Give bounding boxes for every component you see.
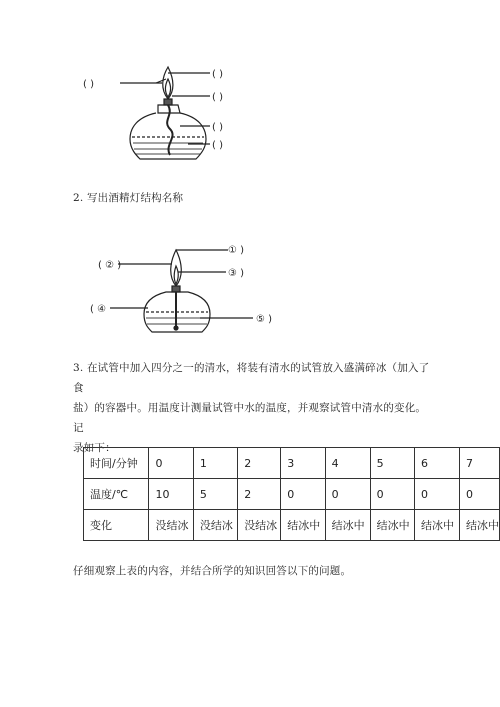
table-cell: 0 xyxy=(325,479,370,510)
table-cell: 温度/℃ xyxy=(84,479,149,510)
alcohol-lamp-figure-1 xyxy=(70,55,270,170)
question-3-line-2: 盐）的容器中。用温度计测量试管中水的温度，并观察试管中清水的变化。记 xyxy=(73,402,427,434)
table-cell: 7 xyxy=(459,448,499,479)
table-cell: 0 xyxy=(281,479,325,510)
table-cell: 2 xyxy=(238,448,281,479)
table-cell: 0 xyxy=(414,479,459,510)
temperature-record-table xyxy=(83,447,500,541)
table-row xyxy=(84,448,500,479)
table-cell: 时间/分钟 xyxy=(84,448,149,479)
table-cell: 结冰中 xyxy=(370,510,414,541)
question-3 xyxy=(73,358,433,458)
table-row xyxy=(84,479,500,510)
table-cell: 4 xyxy=(325,448,370,479)
question-4: 仔细观察上表的内容，并结合所学的知识回答以下的问题。 xyxy=(73,565,352,577)
label-3: ③ ) xyxy=(228,268,245,279)
table-cell: 3 xyxy=(281,448,325,479)
table-cell: 10 xyxy=(149,479,193,510)
table-cell: 1 xyxy=(193,448,237,479)
table-cell: 0 xyxy=(149,448,193,479)
question-3-line-1: 3. 在试管中加入四分之一的清水，将装有清水的试管放入盛满碎冰（加入了食 xyxy=(73,362,430,394)
blank-left: ( ) xyxy=(83,79,94,90)
question-3-line-3: 录如下： xyxy=(73,442,116,454)
blank-right-4: ( ) xyxy=(212,140,223,151)
blank-top-right: ( ) xyxy=(212,69,223,80)
table-cell: 没结冰 xyxy=(193,510,237,541)
alcohol-lamp-figure-2 xyxy=(88,238,298,338)
table-cell: 0 xyxy=(370,479,414,510)
table-cell: 5 xyxy=(193,479,237,510)
table-cell: 6 xyxy=(414,448,459,479)
label-2: ( ② ) xyxy=(98,260,122,271)
table-cell: 5 xyxy=(370,448,414,479)
table-row xyxy=(84,510,500,541)
table-cell: 结冰中 xyxy=(459,510,499,541)
question-2: 2. 写出酒精灯结构名称 xyxy=(73,192,184,204)
table-cell: 结冰中 xyxy=(325,510,370,541)
table-cell: 2 xyxy=(238,479,281,510)
table-cell: 结冰中 xyxy=(414,510,459,541)
table-cell: 结冰中 xyxy=(281,510,325,541)
table-cell: 没结冰 xyxy=(238,510,281,541)
label-1: ① ) xyxy=(228,245,245,256)
table-cell: 变化 xyxy=(84,510,149,541)
label-5: ⑤ ) xyxy=(256,314,273,325)
label-4: ( ④ xyxy=(90,304,107,315)
table-cell: 0 xyxy=(459,479,499,510)
blank-right-3: ( ) xyxy=(212,122,223,133)
blank-right-2: ( ) xyxy=(212,92,223,103)
table-cell: 没结冰 xyxy=(149,510,193,541)
